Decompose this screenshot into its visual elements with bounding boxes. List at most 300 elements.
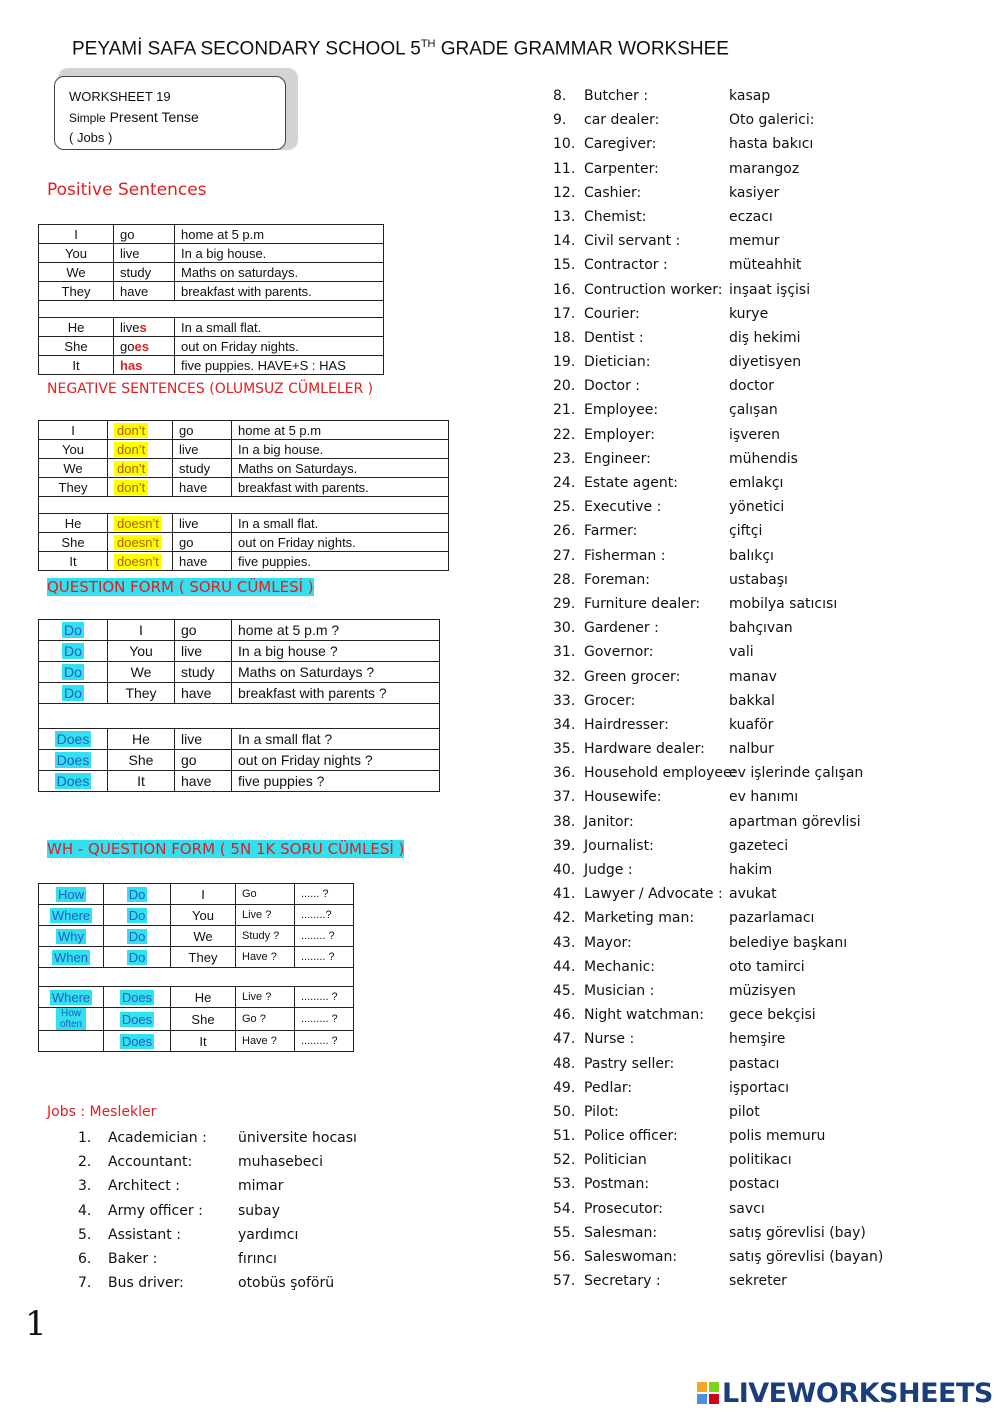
job-turkish: marangoz <box>729 160 800 177</box>
job-english: Contractor : <box>584 257 668 274</box>
job-item <box>553 689 973 713</box>
verb-cell: go <box>175 750 232 771</box>
job-item <box>553 302 973 326</box>
wh-word-cell <box>39 947 104 968</box>
job-item <box>553 278 973 302</box>
negative-heading: NEGATIVE SENTENCES (OLUMSUZ CÜMLELER ) <box>47 381 374 397</box>
rest-cell: out on Friday nights. <box>232 533 449 552</box>
verb-cell: study <box>175 662 232 683</box>
question-aux: Do <box>64 685 82 701</box>
job-number: 13. <box>553 208 576 225</box>
job-english: Politician <box>584 1152 647 1169</box>
wh-word: Why <box>58 928 84 944</box>
subject-cell: I <box>108 620 175 641</box>
job-item <box>553 1124 973 1148</box>
verb-cell: Live ? <box>236 905 295 926</box>
job-turkish: muhasebeci <box>238 1154 323 1171</box>
job-turkish: mobilya satıcısı <box>729 595 838 612</box>
job-number: 49. <box>553 1079 576 1096</box>
spacer-cell <box>39 968 354 987</box>
table-row <box>39 641 440 662</box>
aux-cell <box>39 750 108 771</box>
job-english: Fisherman : <box>584 547 666 564</box>
rest-cell: five puppies ? <box>232 771 440 792</box>
wh-aux: Does <box>121 989 153 1005</box>
job-english: Secretary : <box>584 1273 661 1290</box>
job-item <box>553 326 973 350</box>
job-turkish: bakkal <box>729 692 775 709</box>
job-item <box>553 544 973 568</box>
job-turkish: hakim <box>729 862 773 878</box>
aux-cell <box>39 729 108 750</box>
job-item <box>78 1223 398 1247</box>
job-english: Household employee: <box>584 765 737 782</box>
job-turkish: vali <box>729 644 754 661</box>
job-number: 25. <box>553 499 576 516</box>
aux-cell <box>108 459 173 478</box>
question-aux: Do <box>64 643 82 659</box>
job-number: 41. <box>553 886 576 903</box>
subject-cell: He <box>39 514 108 533</box>
page-title: PEYAMİ SAFA SECONDARY SCHOOL 5TH GRADE GRAMMAR WORKSHEE <box>72 38 729 60</box>
negative-aux: don’t <box>114 423 148 438</box>
subject-cell: I <box>39 421 108 440</box>
verb-cell: have <box>175 771 232 792</box>
job-english: Green grocer: <box>584 668 681 685</box>
job-number: 7. <box>78 1275 92 1292</box>
verb-cell: Have ? <box>236 1031 295 1052</box>
verb-cell: have <box>173 478 232 497</box>
job-turkish: hasta bakıcı <box>729 136 814 153</box>
job-english: Dietician: <box>584 354 651 371</box>
subject-cell: She <box>39 337 114 356</box>
table-row <box>39 478 449 497</box>
table-row <box>39 356 384 375</box>
verb-cell: Go ? <box>236 1008 295 1031</box>
verb-cell: live <box>175 641 232 662</box>
rest-cell: home at 5 p.m <box>175 225 384 244</box>
positive-table <box>38 224 384 375</box>
subject-cell: It <box>39 356 114 375</box>
job-turkish: hemşire <box>729 1031 786 1048</box>
job-item <box>553 761 973 785</box>
aux-cell <box>104 884 171 905</box>
subject-cell: You <box>39 440 108 459</box>
job-item <box>553 640 973 664</box>
job-number: 39. <box>553 837 576 854</box>
subject-cell: We <box>39 263 114 282</box>
job-english: Marketing man: <box>584 910 695 927</box>
job-item <box>553 592 973 616</box>
job-turkish: bahçıvan <box>729 620 793 637</box>
subject-cell: It <box>171 1031 236 1052</box>
job-item <box>78 1150 398 1174</box>
job-english: Employer: <box>584 426 655 443</box>
job-english: Governor: <box>584 644 654 661</box>
wh-aux: Does <box>121 1033 153 1049</box>
negative-table <box>38 420 449 571</box>
wh-word-cell <box>39 926 104 947</box>
table-row <box>39 318 384 337</box>
job-english: Doctor : <box>584 378 641 395</box>
aux-cell <box>108 440 173 459</box>
job-item <box>553 423 973 447</box>
job-english: Baker : <box>108 1250 158 1267</box>
job-item <box>553 979 973 1003</box>
table-row <box>39 947 354 968</box>
job-number: 54. <box>553 1200 576 1217</box>
job-turkish: oto tamirci <box>729 958 805 975</box>
job-number: 46. <box>553 1007 576 1024</box>
spacer-cell <box>39 704 440 729</box>
job-english: Civil servant : <box>584 233 681 250</box>
subject-cell: You <box>171 905 236 926</box>
verb-cell: Live ? <box>236 987 295 1008</box>
job-english: Employee: <box>584 402 659 419</box>
job-item <box>78 1199 398 1223</box>
job-turkish: avukat <box>729 886 777 903</box>
table-row <box>39 662 440 683</box>
verb-cell: study <box>173 459 232 478</box>
job-number: 52. <box>553 1152 576 1169</box>
job-number: 12. <box>553 184 576 201</box>
verb-cell: have <box>173 552 232 571</box>
blank-cell: ......... ? <box>295 987 354 1008</box>
job-turkish: politikacı <box>729 1152 792 1169</box>
job-number: 17. <box>553 305 576 322</box>
table-row <box>39 926 354 947</box>
positive-heading: Positive Sentences <box>47 180 207 200</box>
job-turkish: emlakçı <box>729 475 784 491</box>
wh-word: Where <box>51 907 91 923</box>
job-number: 15. <box>553 257 576 274</box>
subject-cell: It <box>108 771 175 792</box>
rest-cell: breakfast with parents ? <box>232 683 440 704</box>
verb-cell: go <box>173 421 232 440</box>
table-row <box>39 440 449 459</box>
wh-aux: Do <box>128 949 146 965</box>
page-number: 1 <box>25 1304 47 1344</box>
verb-suffix: has <box>120 357 143 373</box>
rest-cell: In a small flat. <box>232 514 449 533</box>
job-english: Police officer: <box>584 1128 678 1145</box>
job-number: 20. <box>553 378 576 395</box>
job-item <box>553 931 973 955</box>
rest-cell: Maths on Saturdays ? <box>232 662 440 683</box>
table-row <box>39 771 440 792</box>
job-turkish: postacı <box>729 1176 780 1193</box>
subject-cell: They <box>39 282 114 301</box>
worksheet-topic: Simple Present Tense <box>69 109 199 125</box>
job-number: 10. <box>553 136 576 153</box>
job-number: 23. <box>553 450 576 467</box>
job-item <box>553 1003 973 1027</box>
wh-word: Where <box>51 989 91 1005</box>
job-turkish: mimar <box>238 1178 284 1195</box>
verb-cell <box>114 318 175 337</box>
verb-cell: Have ? <box>236 947 295 968</box>
table-row <box>39 905 354 926</box>
job-english: Saleswoman: <box>584 1249 678 1265</box>
wh-word: How <box>57 886 84 902</box>
table-row <box>39 263 384 282</box>
job-turkish: yardımcı <box>238 1226 299 1243</box>
job-english: Chemist: <box>584 208 647 225</box>
job-turkish: manav <box>729 668 777 685</box>
job-english: Carpenter: <box>584 160 659 177</box>
job-turkish: müteahhit <box>729 257 802 274</box>
table-row <box>39 987 354 1008</box>
aux-cell <box>108 421 173 440</box>
blank-cell: ......... ? <box>295 1008 354 1031</box>
verb-cell: have <box>114 282 175 301</box>
job-number: 26. <box>553 523 576 540</box>
job-number: 32. <box>553 668 576 685</box>
job-english: Caregiver: <box>584 136 657 153</box>
rest-cell: Maths on Saturdays. <box>232 459 449 478</box>
job-number: 24. <box>553 475 576 491</box>
job-english: Furniture dealer: <box>584 595 701 612</box>
job-turkish: polis memuru <box>729 1128 826 1145</box>
aux-cell <box>39 771 108 792</box>
wh-word-cell <box>39 905 104 926</box>
subject-cell: I <box>171 884 236 905</box>
question-aux: Do <box>64 622 82 638</box>
verb-cell: have <box>175 683 232 704</box>
job-turkish: sekreter <box>729 1273 787 1290</box>
jobs-list-right <box>553 84 973 1293</box>
job-english: Postman: <box>584 1176 650 1193</box>
job-turkish: kuaför <box>729 716 774 733</box>
negative-aux: doesn’t <box>114 535 162 550</box>
question-table <box>38 619 440 792</box>
rest-cell: In a small flat. <box>175 318 384 337</box>
job-item <box>553 810 973 834</box>
job-number: 42. <box>553 910 576 927</box>
subject-cell: He <box>108 729 175 750</box>
table-row <box>39 729 440 750</box>
verb-suffix: s <box>139 319 147 335</box>
job-english: Gardener : <box>584 620 659 637</box>
question-aux: Do <box>64 664 82 680</box>
subject-cell: He <box>171 987 236 1008</box>
job-turkish: Oto galerici: <box>729 112 815 129</box>
rest-cell: out on Friday nights ? <box>232 750 440 771</box>
job-english: Janitor: <box>584 813 634 830</box>
job-turkish: fırıncı <box>238 1250 277 1267</box>
job-item <box>553 1027 973 1051</box>
table-row <box>39 459 449 478</box>
verb-cell: Go <box>236 884 295 905</box>
aux-cell <box>39 641 108 662</box>
job-item <box>78 1174 398 1198</box>
job-number: 47. <box>553 1031 576 1048</box>
job-item <box>553 1221 973 1245</box>
job-number: 33. <box>553 692 576 709</box>
rest-cell: five puppies. HAVE+S : HAS <box>175 356 384 375</box>
subject-cell: You <box>108 641 175 662</box>
job-turkish: ev hanımı <box>729 789 799 806</box>
job-item <box>553 785 973 809</box>
job-turkish: otobüs şoförü <box>238 1275 335 1292</box>
table-row <box>39 552 449 571</box>
job-item <box>553 132 973 156</box>
job-item <box>553 906 973 930</box>
job-english: Pastry seller: <box>584 1055 675 1072</box>
rest-cell: breakfast with parents. <box>232 478 449 497</box>
aux-cell <box>104 987 171 1008</box>
question-aux: Does <box>56 752 90 768</box>
blank-cell: ...... ? <box>295 884 354 905</box>
negative-aux: don’t <box>114 461 148 476</box>
job-item <box>553 398 973 422</box>
job-item <box>553 1076 973 1100</box>
job-item <box>553 205 973 229</box>
wh-aux: Do <box>128 886 146 902</box>
liveworksheets-logo-icon <box>697 1382 719 1404</box>
job-turkish: pilot <box>729 1103 760 1120</box>
verb-cell: live <box>173 440 232 459</box>
job-number: 8. <box>553 88 567 104</box>
table-row <box>39 421 449 440</box>
job-item <box>553 1100 973 1124</box>
job-english: Prosecutor: <box>584 1200 663 1217</box>
wh-aux: Do <box>128 928 146 944</box>
job-english: Judge : <box>584 862 633 878</box>
question-aux: Does <box>56 773 90 789</box>
aux-cell <box>104 1008 171 1031</box>
verb-cell: study <box>114 263 175 282</box>
job-turkish: gece bekçisi <box>729 1007 816 1024</box>
verb-cell <box>114 356 175 375</box>
job-number: 56. <box>553 1249 576 1265</box>
job-item <box>553 713 973 737</box>
table-row <box>39 514 449 533</box>
verb-cell: live <box>114 244 175 263</box>
table-row <box>39 1008 354 1031</box>
job-item <box>553 1245 973 1269</box>
job-turkish: nalbur <box>729 741 774 758</box>
job-english: Engineer: <box>584 450 651 467</box>
job-number: 18. <box>553 329 576 346</box>
job-turkish: memur <box>729 233 780 250</box>
aux-cell <box>108 552 173 571</box>
job-item <box>553 253 973 277</box>
job-english: Farmer: <box>584 523 638 540</box>
job-english: Executive : <box>584 499 662 516</box>
job-item <box>553 1197 973 1221</box>
job-number: 3. <box>78 1178 92 1195</box>
job-turkish: doctor <box>729 378 774 395</box>
rest-cell: In a small flat ? <box>232 729 440 750</box>
job-item <box>553 84 973 108</box>
job-number: 22. <box>553 426 576 443</box>
table-row <box>39 1031 354 1052</box>
wh-word-cell <box>39 1031 104 1052</box>
worksheet-info-box <box>54 76 286 150</box>
job-english: Night watchman: <box>584 1007 704 1024</box>
aux-cell <box>104 1031 171 1052</box>
job-item <box>553 181 973 205</box>
rest-cell: five puppies. <box>232 552 449 571</box>
job-english: Hardware dealer: <box>584 741 705 758</box>
job-turkish: işportacı <box>729 1079 790 1096</box>
table-row <box>39 337 384 356</box>
spacer-cell <box>39 301 384 318</box>
rest-cell: In a big house ? <box>232 641 440 662</box>
job-item <box>553 737 973 761</box>
verb-cell: go <box>114 225 175 244</box>
job-number: 9. <box>553 112 567 129</box>
job-item <box>553 1052 973 1076</box>
wh-aux: Does <box>121 1011 153 1027</box>
job-number: 50. <box>553 1103 576 1120</box>
job-item <box>553 616 973 640</box>
job-number: 43. <box>553 934 576 951</box>
job-number: 29. <box>553 595 576 612</box>
job-number: 36. <box>553 765 576 782</box>
table-spacer-row <box>39 968 354 987</box>
rest-cell: breakfast with parents. <box>175 282 384 301</box>
job-number: 1. <box>78 1130 92 1146</box>
job-turkish: balıkçı <box>729 547 774 564</box>
job-english: Grocer: <box>584 692 636 709</box>
job-turkish: diyetisyen <box>729 354 802 371</box>
job-turkish: kasiyer <box>729 184 780 201</box>
rest-cell: home at 5 p.m ? <box>232 620 440 641</box>
job-item <box>553 568 973 592</box>
job-number: 28. <box>553 571 576 588</box>
job-english: Salesman: <box>584 1224 658 1241</box>
verb-base: live <box>120 319 140 335</box>
subject-cell: They <box>171 947 236 968</box>
job-number: 19. <box>553 354 576 371</box>
job-number: 21. <box>553 402 576 419</box>
wh-word: How often <box>56 1008 86 1030</box>
wh-question-table <box>38 883 354 1052</box>
job-english: Pedlar: <box>584 1079 633 1096</box>
wh-word: When <box>54 949 88 965</box>
table-row <box>39 282 384 301</box>
job-turkish: kurye <box>729 305 769 322</box>
aux-cell <box>39 662 108 683</box>
job-turkish: savcı <box>729 1200 765 1217</box>
rest-cell: In a big house. <box>175 244 384 263</box>
job-item <box>553 495 973 519</box>
wh-word-cell <box>39 987 104 1008</box>
job-turkish: müzisyen <box>729 982 796 999</box>
job-english: Nurse : <box>584 1031 635 1048</box>
wh-word-cell <box>39 1008 104 1031</box>
verb-base: go <box>120 338 135 354</box>
job-turkish: ustabaşı <box>729 571 788 588</box>
table-spacer-row <box>39 704 440 729</box>
subject-cell: We <box>108 662 175 683</box>
negative-aux: doesn’t <box>114 554 162 569</box>
question-aux: Does <box>56 731 90 747</box>
subject-cell: We <box>171 926 236 947</box>
job-item <box>553 447 973 471</box>
blank-cell: ........ ? <box>295 947 354 968</box>
job-english: Housewife: <box>584 789 662 806</box>
verb-suffix: es <box>134 338 149 354</box>
verb-cell: Study ? <box>236 926 295 947</box>
job-number: 37. <box>553 789 576 806</box>
table-row <box>39 750 440 771</box>
table-row <box>39 620 440 641</box>
aux-cell <box>104 947 171 968</box>
job-item <box>78 1247 398 1271</box>
